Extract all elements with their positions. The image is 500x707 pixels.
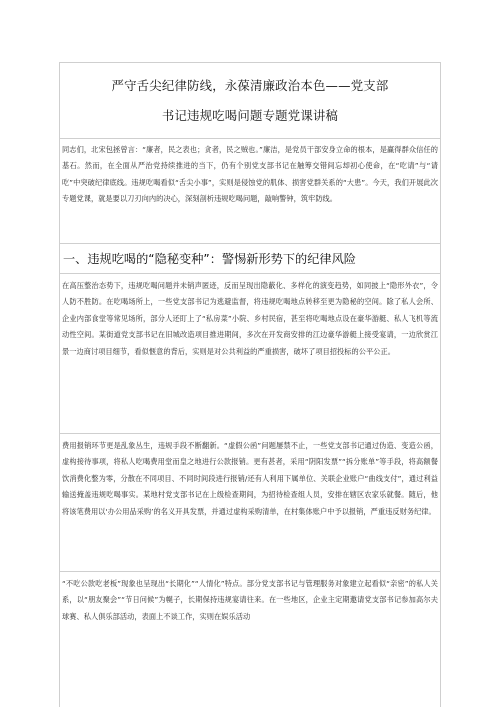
document-title-line-2: 书记违规吃喝问题专题党课讲稿 [161,108,339,123]
body-paragraph-1: 在高压整治态势下，违规吃喝问题并未销声匿迹，反而呈现出隐蔽化、多样化的演变趋势，如同披上“隐形外衣”，令人防不胜防。在吃喝场所上，一些党支部书记为逃避监督，将违规吃喝地点转移至更为隐秘的空间。除了私人会所、企业内部食堂等常见场所，部分人还盯上了“私房菜”小院、乡村民宿，甚至将吃喝地点设在豪华游艇、私人飞机等流动性空间。某街道党支部书记在旧城改造项目推进期间，多次在开发商安排的江边豪华游艇上接受宴请，一边欣赏江景一边商讨项目细节，看似惬意的背后，实则是对公共利益的严重损害，破坏了项目招投标的公平公正。 [62,281,438,356]
body-paragraph-2: 费用报销环节更是乱象丛生，违规手段不断翻新。“虚假公函”问题屡禁不止，一些党支部书记通过伪造、变造公函，虚构接待事项，将私人吃喝费用堂而皇之地进行公款报销。更有甚者，采用“阴阳发票”“拆分账单”等手段，将高额餐饮消费化整为零，分散在不同项目、不同时间段进行报销/还有人利用下属单位、关联企业账户“曲线支付”，通过利益输送掩盖违规吃喝事实。某地村党支部书记在上级检查期间，为招待检查组人员，安排在辖区农家乐就餐。随后，他将该笔费用以‘办公用品采购’的名义开具发票，并通过虚构采购清单，在村集体账户中予以报销，严重违反财务纪律。 [62,441,438,516]
document-page [59,62,441,707]
document-title-line-1: 严守舌尖纪律防线，永葆清廉政治本色——党支部 [111,78,389,93]
section-heading-1: 一、违规吃喝的“隐秘变种”：警惕新形势下的纪律风险 [60,244,440,274]
intro-paragraph: 同志们，北宋包拯曾言：“廉者，民之表也；贪者，民之贼也。”廉洁，是党员干部安身立命的根本，是赢得群众信任的基石。然而，在全面从严治党持续推进的当下，仍有个别党支部书记在触筹交错间忘却初心使命，在“吃请”与“请吃”中突破纪律底线。违规吃喝看似“舌尖小事”，实则是侵蚀党的肌体、损害党群关系的“大患”。今天，我们开展此次专题党课，就是要以刀刃向内的决心，深刻剖析违规吃喝问题，敲响警钟，筑牢防线。 [62,145,438,204]
title-block [60,63,440,139]
paragraph-block-1 [60,274,440,434]
paragraph-block-2 [60,434,440,572]
body-paragraph-3: “不吃公款吃老板”现象也呈现出“长期化”“人情化”特点。部分党支部书记与管理服务对象建立起看似“亲密”的私人关系，以“朋友聚会”“节日问候”为幌子，长期保持违规宴请往来。在一些地区，企业主定期邀请党支部书记参加高尔夫球赛、私人俱乐部活动，表面上不谈工作，实则在娱乐活动 [62,579,438,621]
paragraph-block-3 [60,572,440,707]
intro-block [60,138,440,244]
